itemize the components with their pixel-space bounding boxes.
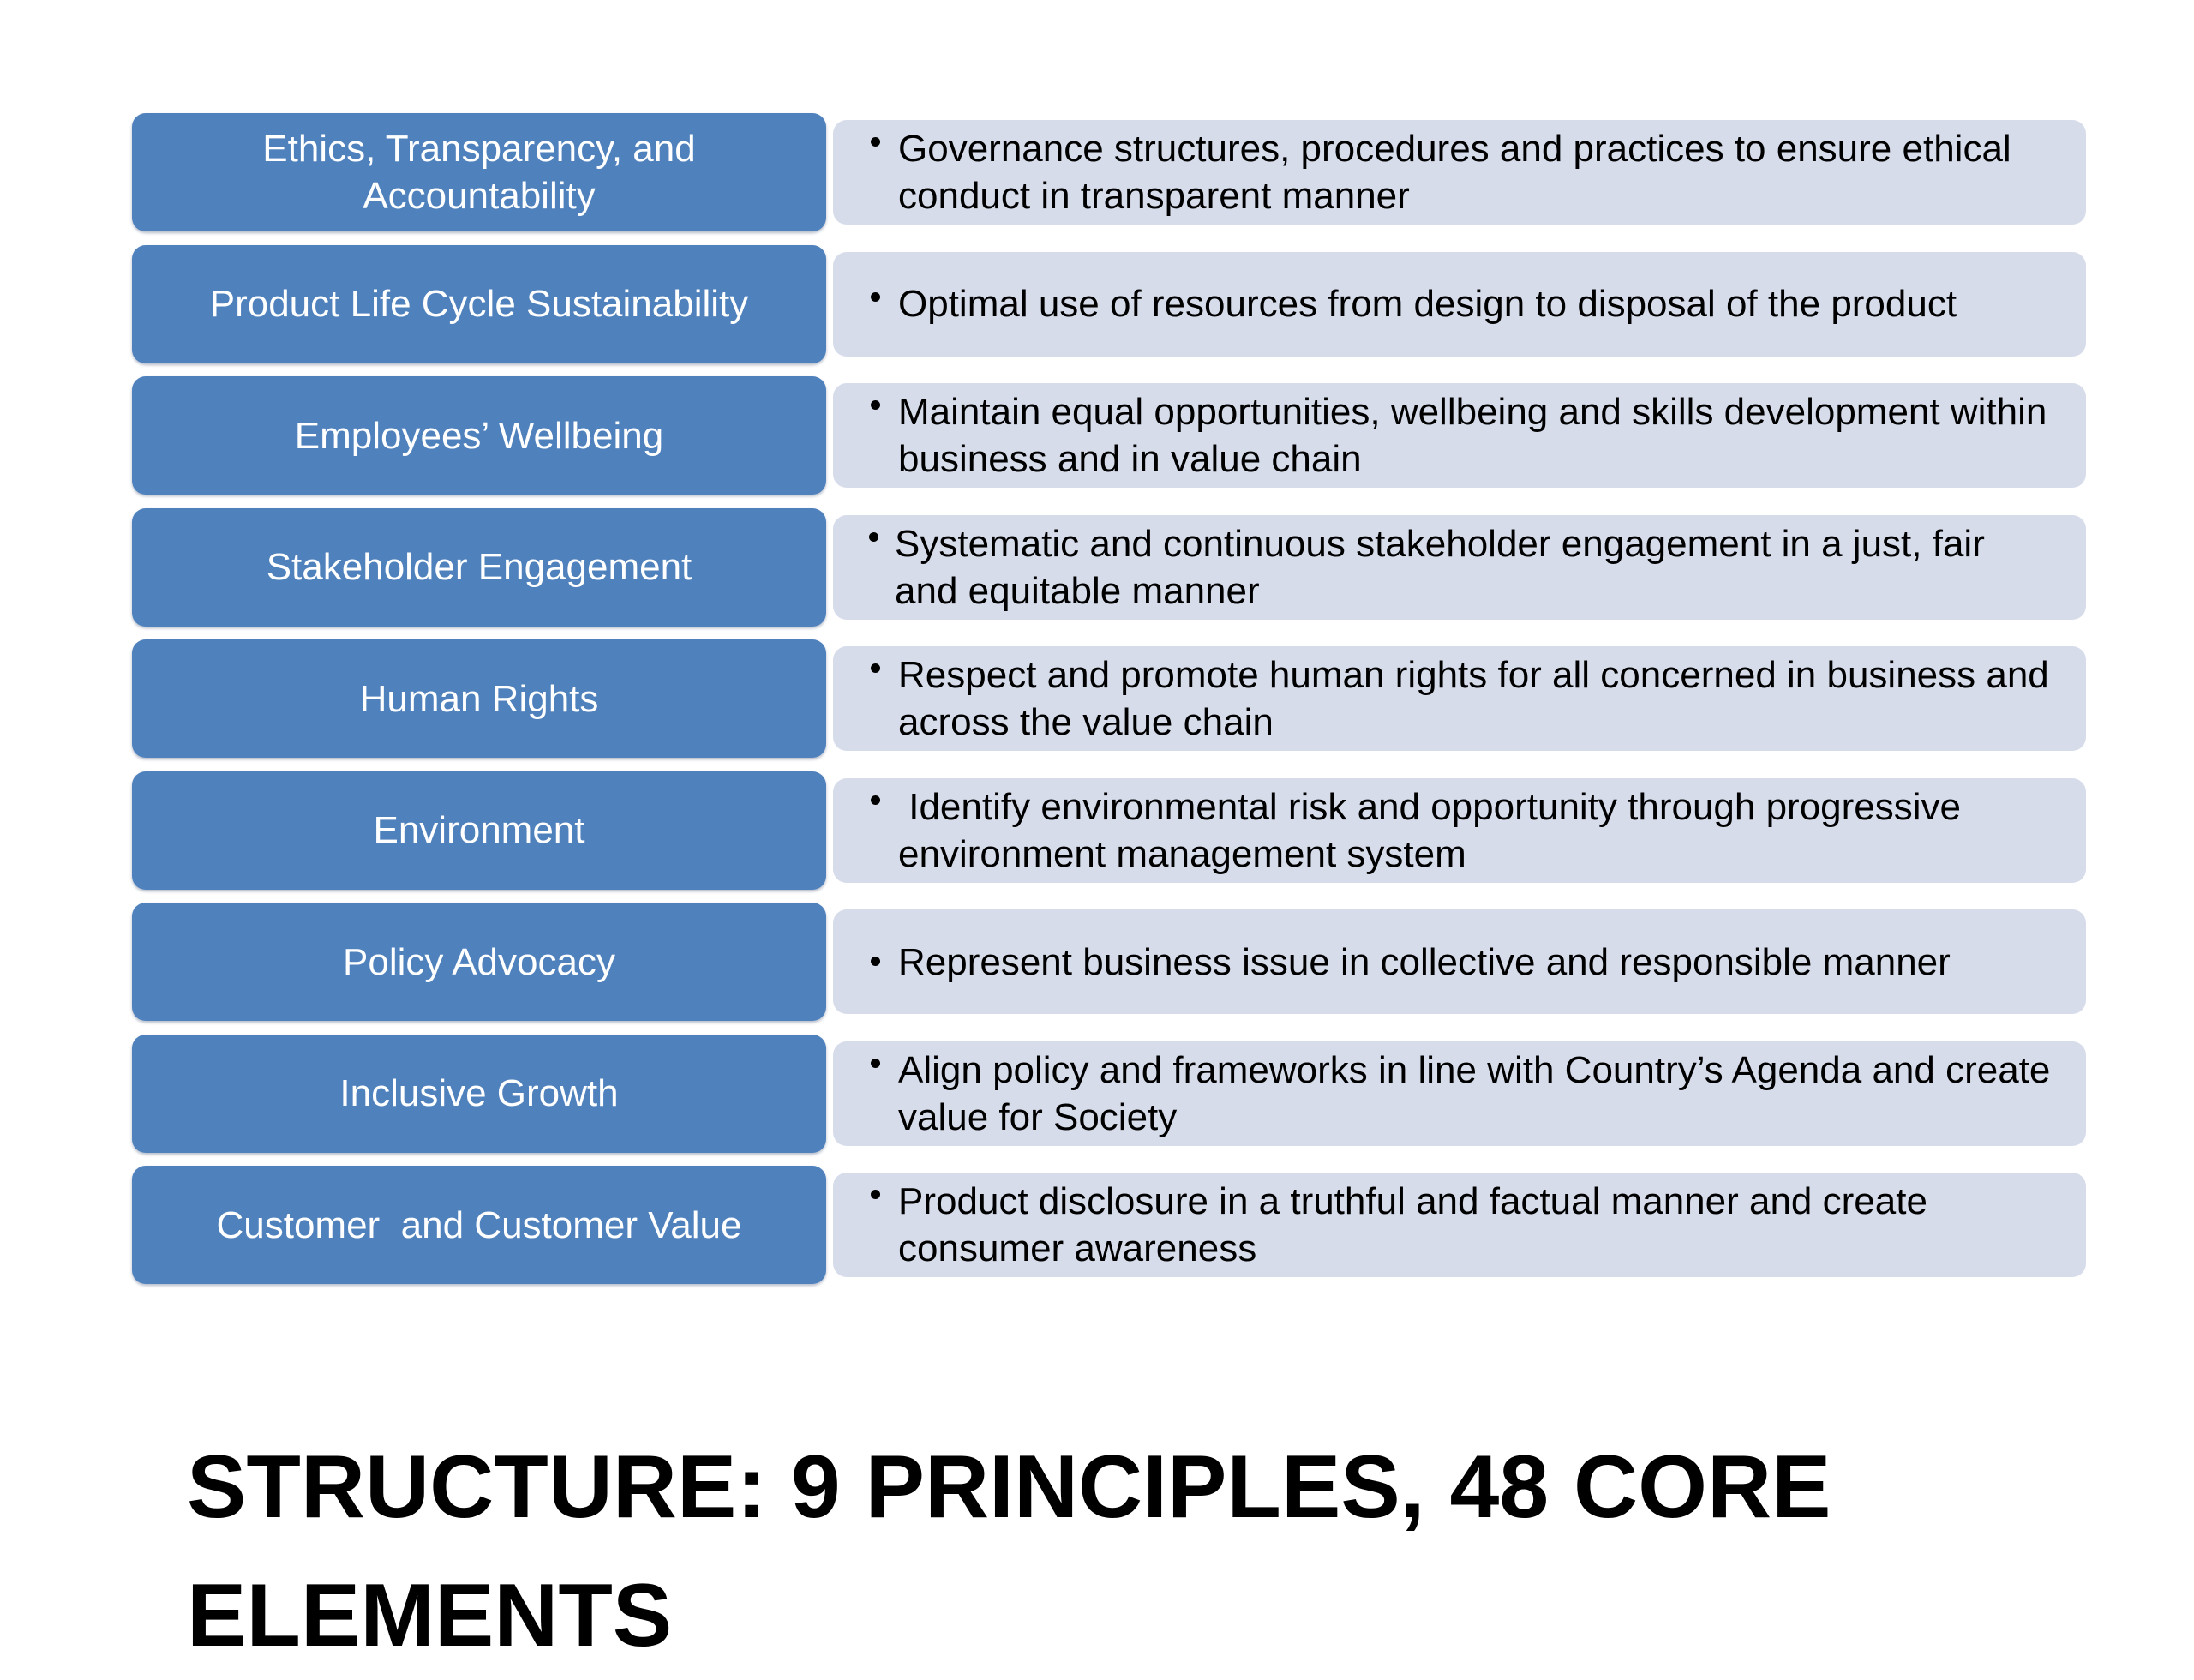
principle-row [132, 903, 2086, 1023]
principle-label: Policy Advocacy [132, 903, 826, 1021]
principle-description-box [833, 1041, 2086, 1146]
bullet-icon [871, 400, 880, 410]
principle-label: Product Life Cycle Sustainability [132, 245, 826, 363]
principle-description-box [833, 515, 2086, 620]
principle-label: Employees’ Wellbeing [132, 376, 826, 495]
principle-label: Customer and Customer Value [132, 1166, 826, 1284]
principle-row [132, 1035, 2086, 1155]
principle-description: Governance structures, procedures and practices to ensure ethical conduct in transparent manner [898, 128, 2011, 217]
principle-description-box [833, 383, 2086, 488]
slide-title: STRUCTURE: 9 PRINCIPLES, 48 CORE ELEMENTS [187, 1437, 1831, 1665]
bullet-icon [871, 1059, 880, 1068]
bullet-icon [869, 532, 878, 542]
bullet-icon [871, 292, 880, 302]
principle-label: Ethics, Transparency, and Accountability [132, 113, 826, 231]
principle-row [132, 771, 2086, 891]
principle-description: Identify environmental risk and opportunity through progressive environment management system [898, 785, 1972, 875]
principle-label: Human Rights [132, 639, 826, 758]
principle-description: Respect and promote human rights for all concerned in business and across the value chain [898, 654, 2049, 743]
principle-description-box [833, 120, 2086, 225]
principle-description-box [833, 1173, 2086, 1277]
principle-description: Maintain equal opportunities, wellbeing and skills development within business and in value chain [898, 391, 2047, 480]
principle-label: Inclusive Growth [132, 1035, 826, 1153]
principle-row [132, 639, 2086, 759]
principles-list [132, 113, 2086, 1298]
principle-description-box [833, 252, 2086, 357]
principle-label: Environment [132, 771, 826, 890]
principle-description: Optimal use of resources from design to disposal of the product [898, 283, 1957, 325]
bullet-icon [871, 1190, 880, 1199]
principle-row [132, 376, 2086, 496]
bullet-icon [871, 137, 880, 147]
principle-description-box [833, 778, 2086, 883]
principle-row [132, 508, 2086, 628]
bullet-icon [871, 957, 880, 966]
principle-description: Product disclosure in a truthful and factual manner and create consumer awareness [898, 1180, 1927, 1269]
principle-row [132, 245, 2086, 365]
principle-label: Stakeholder Engagement [132, 508, 826, 627]
principle-row [132, 1166, 2086, 1286]
bullet-icon [871, 663, 880, 673]
principle-description: Align policy and frameworks in line with Country’s Agenda and create value for Society [898, 1048, 2051, 1138]
principle-description-box [833, 646, 2086, 751]
principle-row [132, 113, 2086, 233]
principle-description: Systematic and continuous stakeholder engagement in a just, fair and equitable manner [895, 522, 1985, 612]
bullet-icon [871, 795, 880, 805]
principle-description-box [833, 909, 2086, 1014]
principle-description: Represent business issue in collective and responsible manner [898, 940, 1951, 983]
